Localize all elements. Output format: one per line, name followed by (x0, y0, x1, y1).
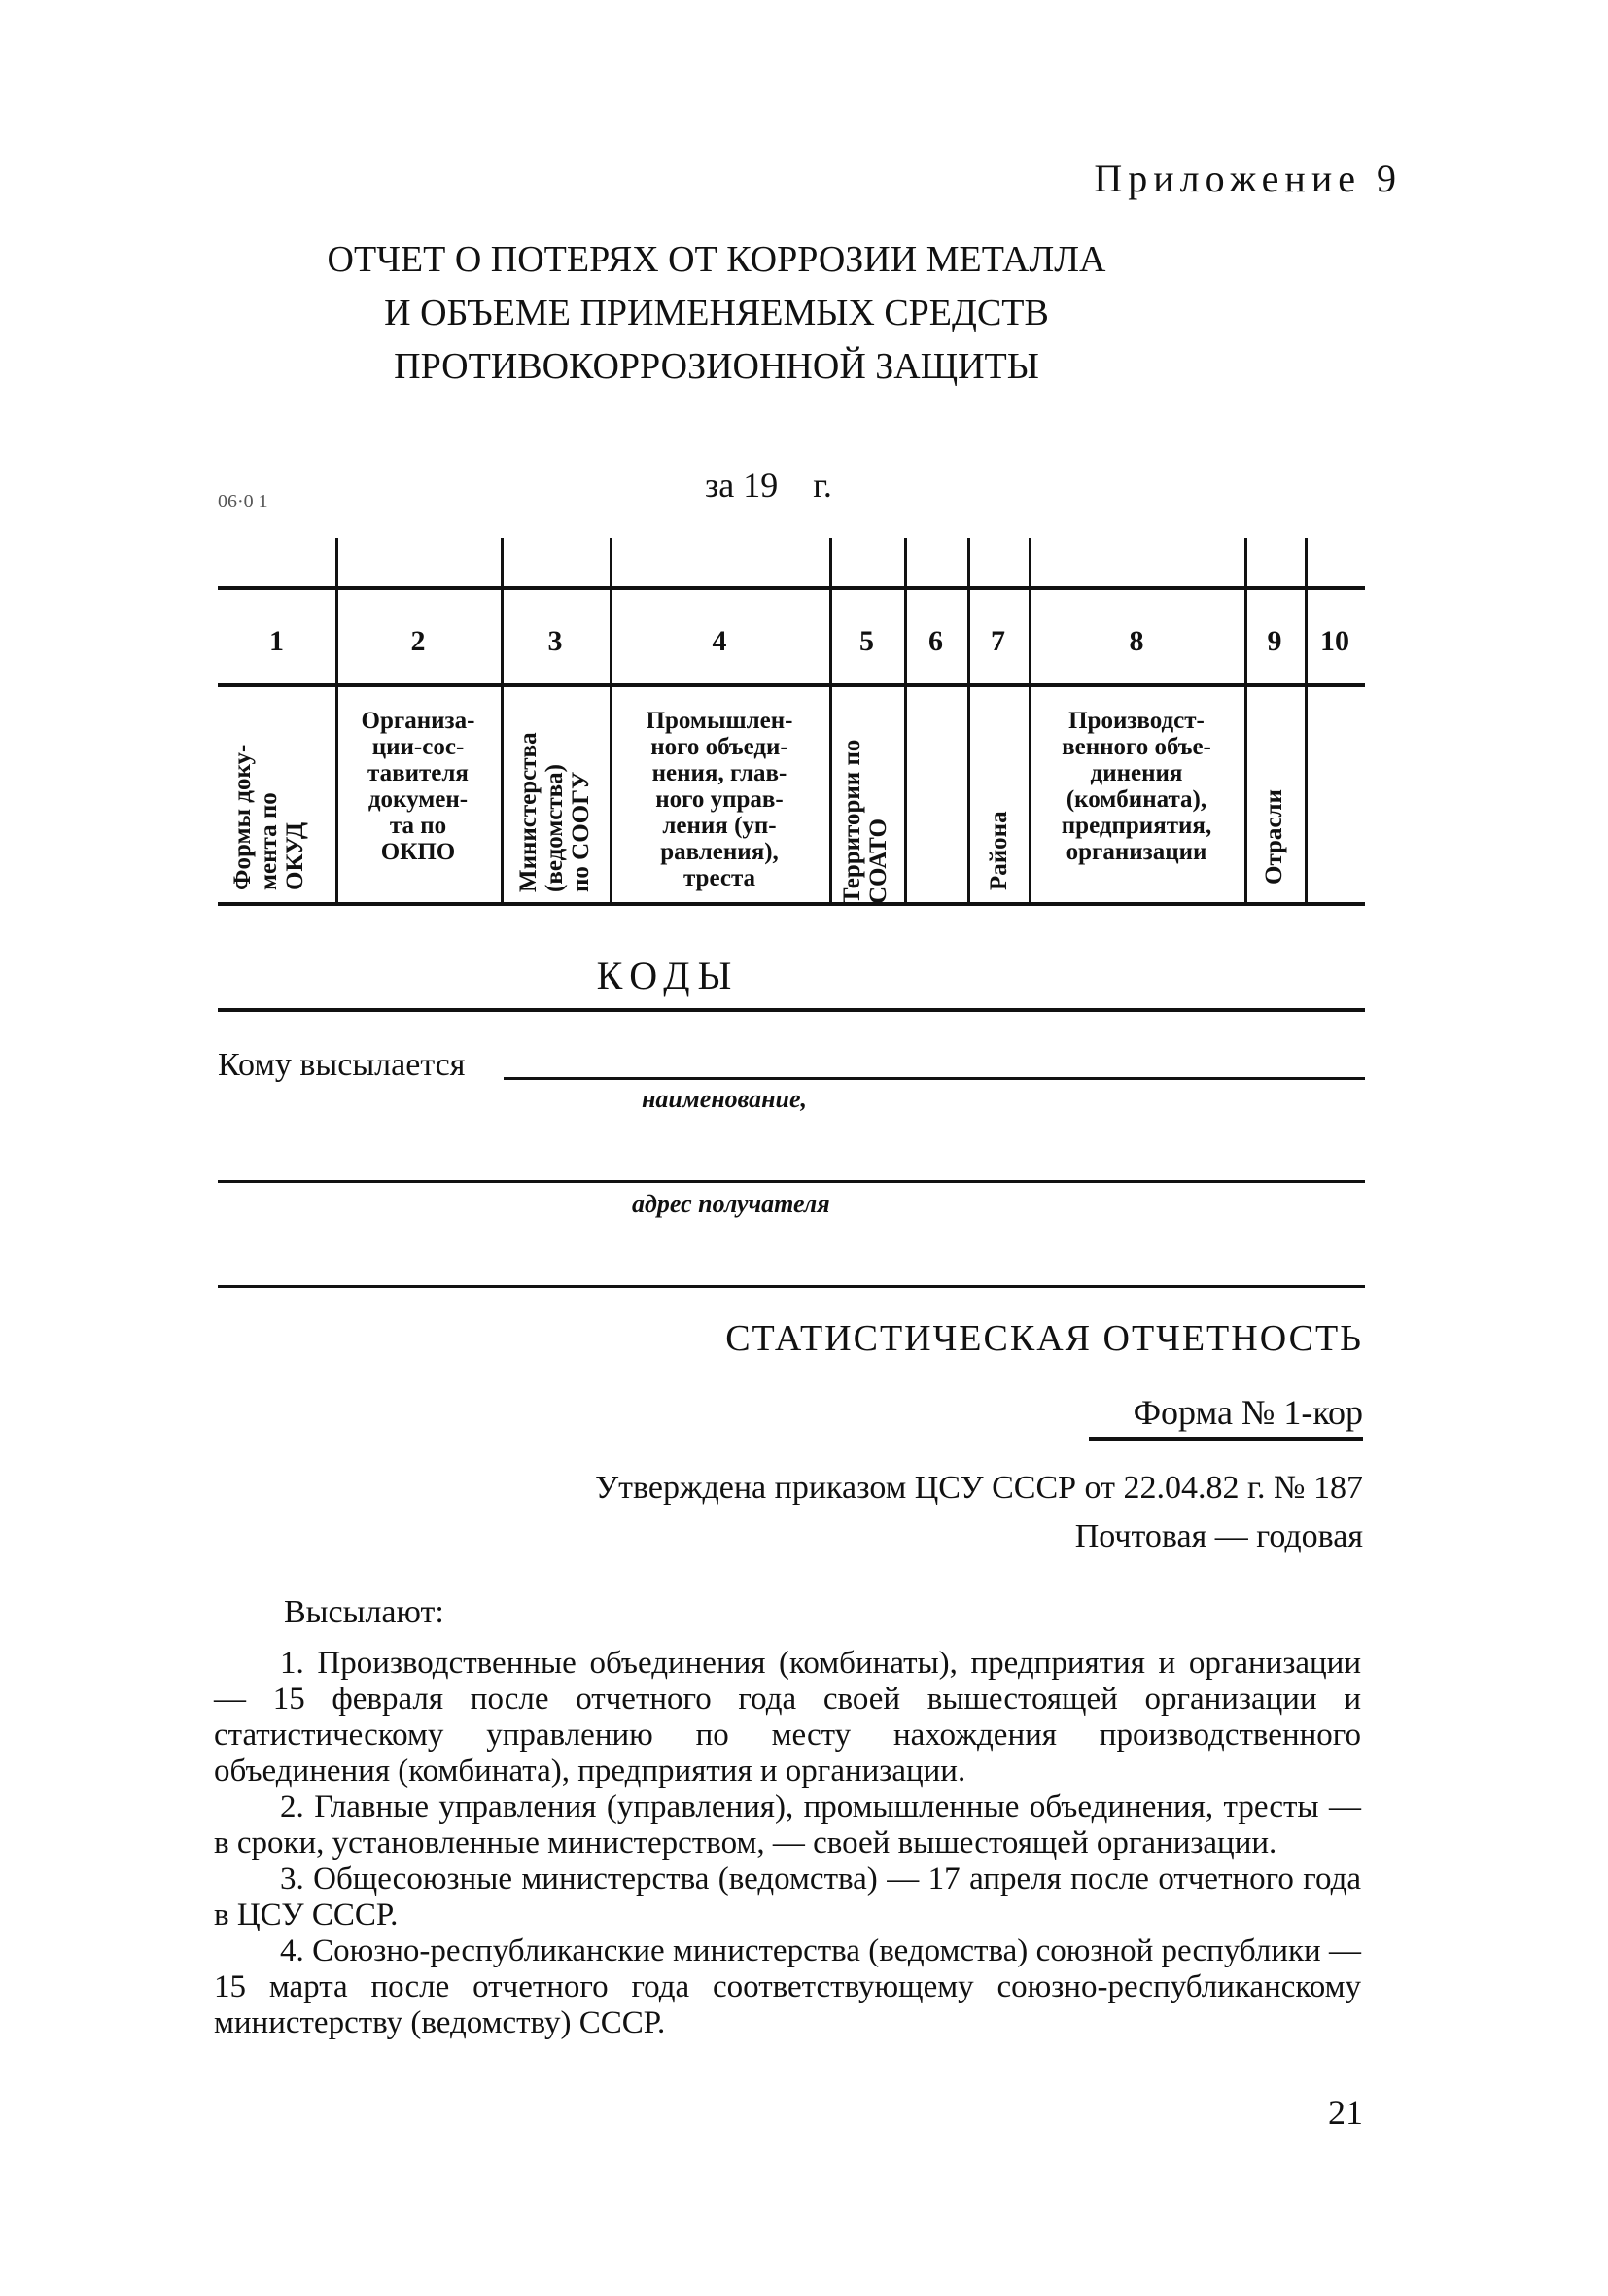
col-number: 3 (547, 625, 563, 657)
col2-header: Организа- ции-сос- тавителя докумен- та по ОКПО (361, 708, 475, 865)
appendix-label: Приложение 9 (1094, 157, 1402, 200)
col-divider (1244, 538, 1247, 902)
instructions (214, 1646, 1361, 2041)
col-divider (967, 538, 970, 902)
codes-rule (218, 1008, 1365, 1012)
document-title (0, 233, 1608, 394)
title-line-2: И ОБЪЕМЕ ПРИМЕНЯЕМЫХ СРЕДСТВ (384, 293, 1049, 333)
table-mid-rule (218, 683, 1365, 687)
section-rule (218, 1285, 1365, 1288)
report-year (705, 465, 832, 505)
col5-header: Территории по СОАТО (839, 739, 891, 904)
col-divider (904, 538, 907, 902)
sent-by-label: Высылают: (284, 1594, 444, 1630)
col-number: 2 (410, 625, 426, 657)
col-divider (1305, 538, 1308, 902)
instruction-paragraph: 4. Союзно-республиканские министерства (ведомства) союзной республики — 15 марта после отчетного года соответствующему союзно-республиканскому министерству (ведомству) СССР. (214, 1933, 1361, 2040)
title-line-1: ОТЧЕТ О ПОТЕРЯХ ОТ КОРРОЗИИ МЕТАЛЛА (327, 239, 1106, 280)
address-caption: адрес получателя (632, 1190, 830, 1218)
col-number: 4 (712, 625, 727, 657)
instruction-paragraph: 1. Производственные объединения (комбинаты), предприятия и организации — 15 февраля после отчетного года своей вышестоящей организации и статистическому управлению по месту нахождения производственного объединения (комбината), предприятия и организации. (214, 1646, 1361, 1789)
form-mark: 06·0 1 (218, 491, 268, 512)
col9-header: Отрасли (1261, 789, 1287, 885)
col1-header: Формы доку- мента по ОКУД (229, 744, 308, 890)
approval-note: Утверждена приказом ЦСУ СССР от 22.04.82 г. № 187 (595, 1470, 1363, 1506)
page-number: 21 (1328, 2093, 1363, 2132)
year-suffix: г. (813, 466, 832, 504)
table-bottom-rule (218, 902, 1365, 906)
col-number: 9 (1267, 625, 1282, 657)
send-to-label: Кому высылается (218, 1047, 466, 1083)
col-divider (829, 538, 832, 902)
name-caption: наименование, (642, 1085, 808, 1113)
instruction-paragraph: 3. Общесоюзные министерства (ведомства) — 17 апреля после отчетного года в ЦСУ СССР. (214, 1861, 1361, 1932)
recipient-name-line (504, 1077, 1365, 1080)
col8-header: Производст- венного объе- динения (комбината), предприятия, организации (1061, 708, 1212, 865)
col-number: 8 (1129, 625, 1144, 657)
col-divider (501, 538, 504, 902)
instruction-paragraph: 2. Главные управления (управления), промышленные объединения, тресты — в сроки, установленные министерством, — своей вышестоящей организации. (214, 1790, 1361, 1861)
col4-header: Промышлен- ного объеди- нения, глав- ного управ- ления (уп- равления), треста (646, 708, 793, 891)
form-number-underline (1089, 1437, 1363, 1441)
col-number: 5 (859, 625, 874, 657)
col3-header: Министерства (ведомства) по СООГУ (515, 732, 594, 892)
col-number: 10 (1320, 625, 1349, 657)
form-number: Форма № 1-кор (1133, 1393, 1363, 1432)
col-number: 1 (269, 625, 284, 657)
title-line-3: ПРОТИВОКОРРОЗИОННОЙ ЗАЩИТЫ (394, 346, 1039, 387)
col-number: 7 (991, 625, 1005, 657)
recipient-address-line (218, 1180, 1365, 1183)
table-top-rule (218, 586, 1365, 590)
postal-note: Почтовая — годовая (1074, 1518, 1363, 1554)
codes-heading: КОДЫ (596, 954, 740, 997)
stat-reporting: СТАТИСТИЧЕСКАЯ ОТЧЕТНОСТЬ (725, 1318, 1363, 1359)
col7-header: Района (986, 811, 1012, 890)
col-number: 6 (928, 625, 943, 657)
year-prefix: за 19 (705, 466, 779, 504)
